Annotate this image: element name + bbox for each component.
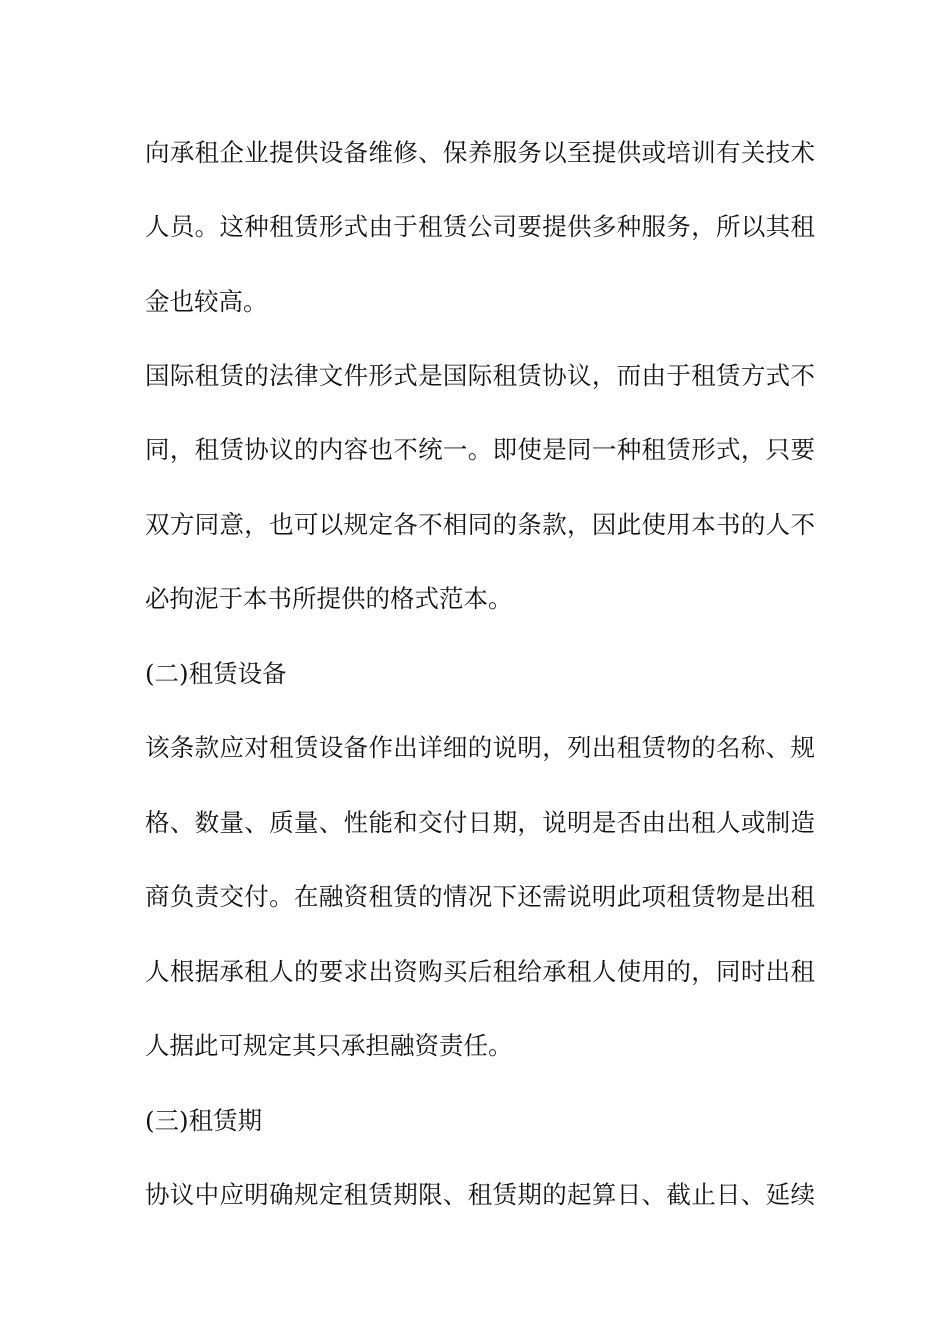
paragraph-line: 协议中应明确规定租赁期限、租赁期的起算日、截止日、延续 xyxy=(145,1180,815,1209)
paragraph-line: 双方同意，也可以规定各不相同的条款，因此使用本书的人不 xyxy=(145,510,815,539)
paragraph-line: 人员。这种租赁形式由于租赁公司要提供多种服务，所以其租 xyxy=(145,212,815,241)
paragraph-line: 该条款应对租赁设备作出详细的说明，列出租赁物的名称、规 xyxy=(145,733,815,762)
paragraph-line: 向承租企业提供设备维修、保养服务以至提供或培训有关技术 xyxy=(145,138,815,167)
paragraph-line: 金也较高。 xyxy=(145,287,268,316)
paragraph-line: 必拘泥于本书所提供的格式范本。 xyxy=(145,584,513,613)
paragraph-line: 人据此可规定其只承担融资责任。 xyxy=(145,1031,513,1060)
paragraph-line: 人根据承租人的要求出资购买后租给承租人使用的，同时出租 xyxy=(145,957,815,986)
paragraph-line: 格、数量、质量、性能和交付日期，说明是否由出租人或制造 xyxy=(145,808,815,837)
paragraph-line: 同，租赁协议的内容也不统一。即使是同一种租赁形式，只要 xyxy=(145,435,815,464)
section-heading: (三)租赁期 xyxy=(145,1106,263,1135)
paragraph-line: 国际租赁的法律文件形式是国际租赁协议，而由于租赁方式不 xyxy=(145,361,815,390)
section-heading: (二)租赁设备 xyxy=(145,659,287,688)
paragraph-line: 商负责交付。在融资租赁的情况下还需说明此项租赁物是出租 xyxy=(145,882,815,911)
